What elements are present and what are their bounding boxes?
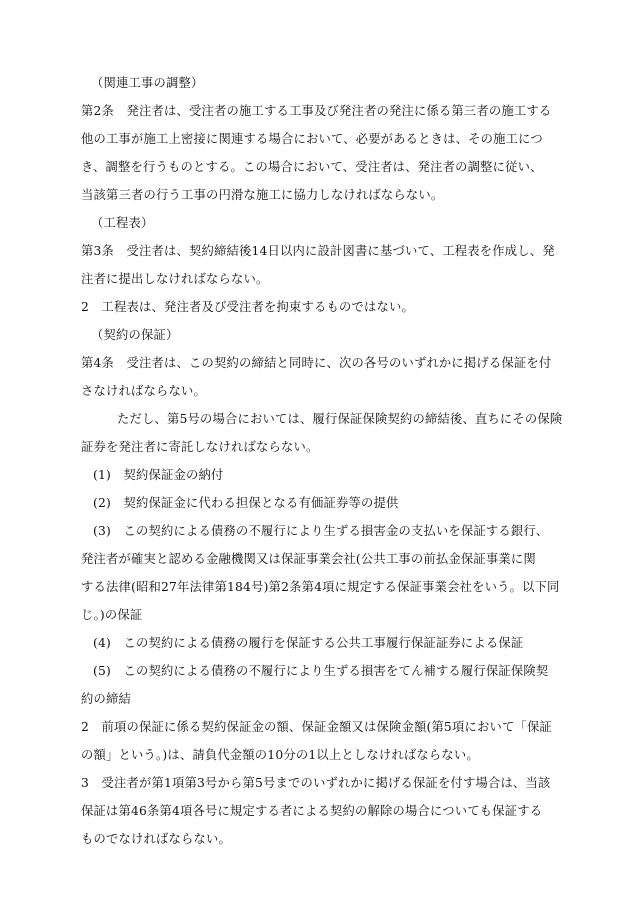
item-4: (4) この契約による債務の履行を保証する公共工事履行保証証券による保証 [93,636,524,650]
article-4-paragraph-2-line-1: 2 前項の保証に係る契約保証金の額、保証金額又は保険金額(第5項において「保証 [81,720,552,734]
article-2-line-2: 他の工事が施工上密接に関連する場合において、必要があるときは、その施工につ [81,132,543,146]
article-4-paragraph-3-line-3: ものでなければならない。 [81,832,231,846]
item-3-line-4: じ。)の保証 [81,608,143,622]
article-4-proviso-line-1: ただし、第5号の場合においては、履行保証保険契約の締結後、直ちにその保険 [117,412,563,426]
item-3-line-3: する法律(昭和27年法律第184号)第2条第4項に規定する保証事業会社をいう。以下同 [81,580,560,594]
article-3-paragraph-2: 2 工程表は、発注者及び受注者を拘束するものではない。 [81,300,414,314]
article-4-paragraph-3-line-2: 保証は第46条第4項各号に規定する者による契約の解除の場合についても保証する [81,804,543,818]
article-2-line-3: き、調整を行うものとする。この場合において、受注者は、発注者の調整に従い、 [81,160,543,174]
article-4-line-1: 第4条 受注者は、この契約の締結と同時に、次の各号のいずれかに掲げる保証を付 [81,356,552,370]
heading-schedule: （工程表） [91,216,154,230]
article-4-paragraph-3-line-1: 3 受注者が第1項第3号から第5号までのいずれかに掲げる保証を付す場合は、当該 [81,776,551,790]
item-5-line-1: (5) この契約による債務の不履行により生ずる損害をてん補する履行保証保険契 [93,664,549,678]
article-4-line-2: さなければならない。 [81,384,206,398]
item-5-line-2: 約の締結 [81,692,131,706]
item-3-line-1: (3) この契約による債務の不履行により生ずる損害金の支払いを保証する銀行、 [93,524,549,538]
heading-contract-guarantee: （契約の保証） [91,328,179,342]
article-3-line-2: 注者に提出しなければならない。 [81,272,269,286]
item-3-line-2: 発注者が確実と認める金融機関又は保証事業会社(公共工事の前払金保証事業に関 [81,552,536,566]
article-2-line-1: 第2条 発注者は、受注者の施工する工事及び発注者の発注に係る第三者の施工する [81,104,552,118]
article-4-paragraph-2-line-2: の額」という。)は、請負代金額の10分の1以上としなければならない。 [81,748,479,762]
article-2-line-4: 当該第三者の行う工事の円滑な施工に協力しなければならない。 [81,188,444,202]
item-1: (1) 契約保証金の納付 [93,468,224,482]
item-2: (2) 契約保証金に代わる担保となる有価証券等の提供 [93,496,399,510]
article-3-line-1: 第3条 受注者は、契約締結後14日以内に設計図書に基づいて、工程表を作成し、発 [81,244,555,258]
article-4-proviso-line-2: 証券を発注者に寄託しなければならない。 [81,440,319,454]
heading-related-works: （関連工事の調整） [91,76,204,90]
